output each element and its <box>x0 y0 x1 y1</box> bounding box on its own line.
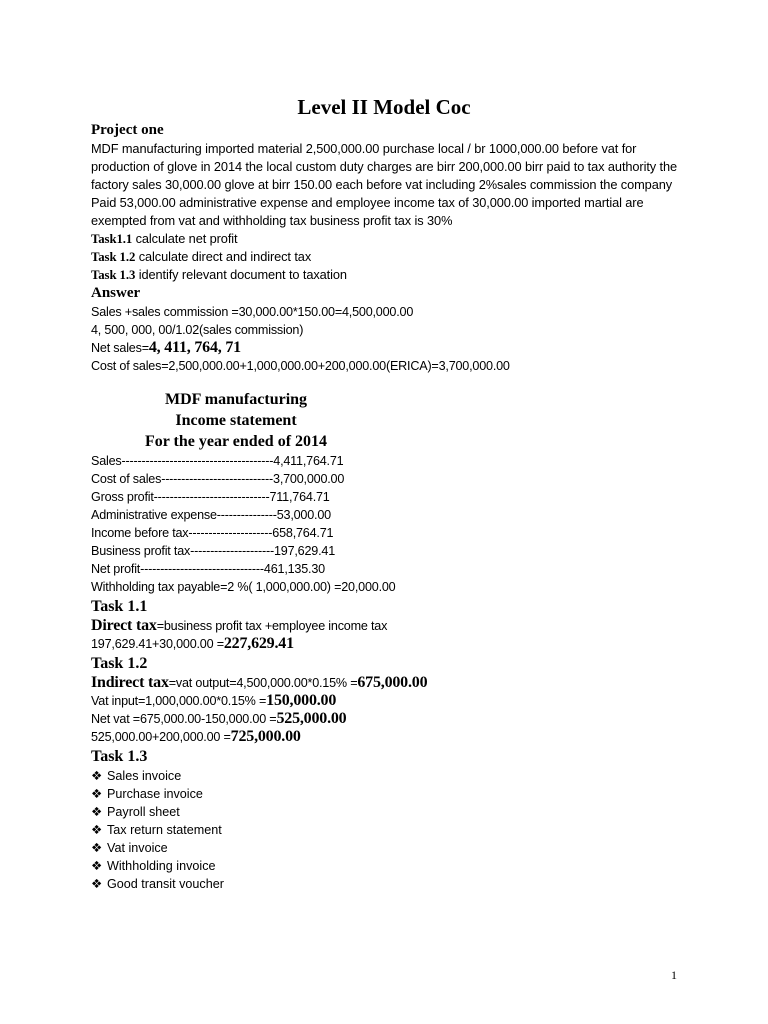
bullet-icon: ❖ <box>91 769 103 783</box>
direct-tax-text: =business profit tax +employee income tax <box>156 619 388 633</box>
task13-heading: Task 1.3 <box>91 748 148 765</box>
task-text: calculate net profit <box>132 231 238 246</box>
list-item-label: Good transit voucher <box>107 877 224 891</box>
page-number: 1 <box>671 968 677 982</box>
task12-heading: Task 1.2 <box>91 655 148 672</box>
bullet-icon: ❖ <box>91 841 103 855</box>
list-item <box>91 875 691 893</box>
statement-row: Sales--------------------------------------4,411,764.71 <box>91 454 344 468</box>
statement-row: Income before tax---------------------658,764.71 <box>91 526 334 540</box>
task-text: identify relevant document to taxation <box>135 267 347 282</box>
list-item-label: Withholding invoice <box>107 859 216 873</box>
indirect-tax-line <box>91 674 691 692</box>
list-item-label: Tax return statement <box>107 823 222 837</box>
document-body <box>91 121 691 893</box>
answer-line: Sales +sales commission =30,000.00*150.00=4,500,000.00 <box>91 305 414 319</box>
task-line <box>91 266 691 284</box>
income-statement <box>91 452 691 596</box>
task-label: Task1.1 <box>91 232 133 246</box>
statement-heading <box>91 389 381 452</box>
list-item <box>91 839 691 857</box>
direct-tax-calc-prefix: 197,629.41+30,000.00 = <box>91 637 224 651</box>
total-tax-prefix: 525,000.00+200,000.00 = <box>91 730 231 744</box>
project-heading: Project one <box>91 122 164 138</box>
statement-row: Cost of sales----------------------------3,700,000.00 <box>91 472 345 486</box>
net-vat-prefix: Net vat =675,000.00-150,000.00 = <box>91 712 277 726</box>
bullet-icon: ❖ <box>91 787 103 801</box>
net-sales-value: 4, 411, 764, 71 <box>148 339 241 356</box>
answer-heading: Answer <box>91 285 141 301</box>
vat-output-result: 675,000.00 <box>357 674 428 691</box>
net-sales-line <box>91 339 691 357</box>
list-item-label: Sales invoice <box>107 769 182 783</box>
statement-row: Gross profit-----------------------------711,764.71 <box>91 490 330 504</box>
bullet-icon: ❖ <box>91 877 103 891</box>
task-text: calculate direct and indirect tax <box>135 249 312 264</box>
list-item <box>91 767 691 785</box>
direct-tax-label: Direct tax <box>91 617 157 634</box>
statement-company: MDF manufacturing <box>164 391 308 408</box>
list-item <box>91 803 691 821</box>
net-vat-result: 525,000.00 <box>276 710 347 727</box>
statement-name: Income statement <box>175 412 297 429</box>
list-item-label: Payroll sheet <box>107 805 180 819</box>
task-line <box>91 248 691 266</box>
indirect-tax-label: Indirect tax <box>91 674 169 691</box>
statement-row: Business profit tax---------------------197,629.41 <box>91 544 335 558</box>
document-list <box>91 767 691 893</box>
problem-paragraph: MDF manufacturing imported material 2,500,000.00 purchase local / br 1000,000.00 before vat for production of glove in 2014 the local custom duty charges are birr 200,000.00 birr paid to tax authority the factory sales 30,000.00 glove at birr 150.00 each before vat including 2%sales commission the company Paid 53,000.00 administrative expense and employee income tax of 30,000.00 imported martial are exempted from vat and withholding tax business profit tax is 30% <box>91 141 678 228</box>
list-item-label: Purchase invoice <box>107 787 203 801</box>
vat-output-text: =vat output=4,500,000.00*0.15% = <box>168 676 358 690</box>
list-item <box>91 821 691 839</box>
statement-period: For the year ended of 2014 <box>144 433 328 450</box>
cost-of-sales-line: Cost of sales=2,500,000.00+1,000,000.00+200,000.00(ERICA)=3,700,000.00 <box>91 359 510 373</box>
direct-tax-line <box>91 617 691 635</box>
statement-row: Net profit-------------------------------461,135.30 <box>91 562 325 576</box>
direct-tax-calc <box>91 635 691 653</box>
bullet-icon: ❖ <box>91 859 103 873</box>
statement-row: Administrative expense---------------53,000.00 <box>91 508 331 522</box>
bullet-icon: ❖ <box>91 823 103 837</box>
task-line <box>91 230 691 248</box>
task11-heading: Task 1.1 <box>91 598 148 615</box>
vat-input-line <box>91 692 691 710</box>
answer-line: 4, 500, 000, 00/1.02(sales commission) <box>91 323 304 337</box>
vat-input-result: 150,000.00 <box>266 692 337 709</box>
statement-row: Withholding tax payable=2 %( 1,000,000.00) =20,000.00 <box>91 580 396 594</box>
net-sales-label: Net sales= <box>91 341 149 355</box>
net-vat-line <box>91 710 691 728</box>
page-title: Level II Model Coc <box>297 95 471 119</box>
list-item-label: Vat invoice <box>107 841 168 855</box>
list-item <box>91 857 691 875</box>
task-label: Task 1.2 <box>91 250 136 264</box>
vat-input-prefix: Vat input=1,000,000.00*0.15% = <box>91 694 267 708</box>
total-tax-result: 725,000.00 <box>230 728 301 745</box>
total-tax-line <box>91 728 691 746</box>
direct-tax-result: 227,629.41 <box>223 635 294 652</box>
task-label: Task 1.3 <box>91 268 136 282</box>
bullet-icon: ❖ <box>91 805 103 819</box>
list-item <box>91 785 691 803</box>
